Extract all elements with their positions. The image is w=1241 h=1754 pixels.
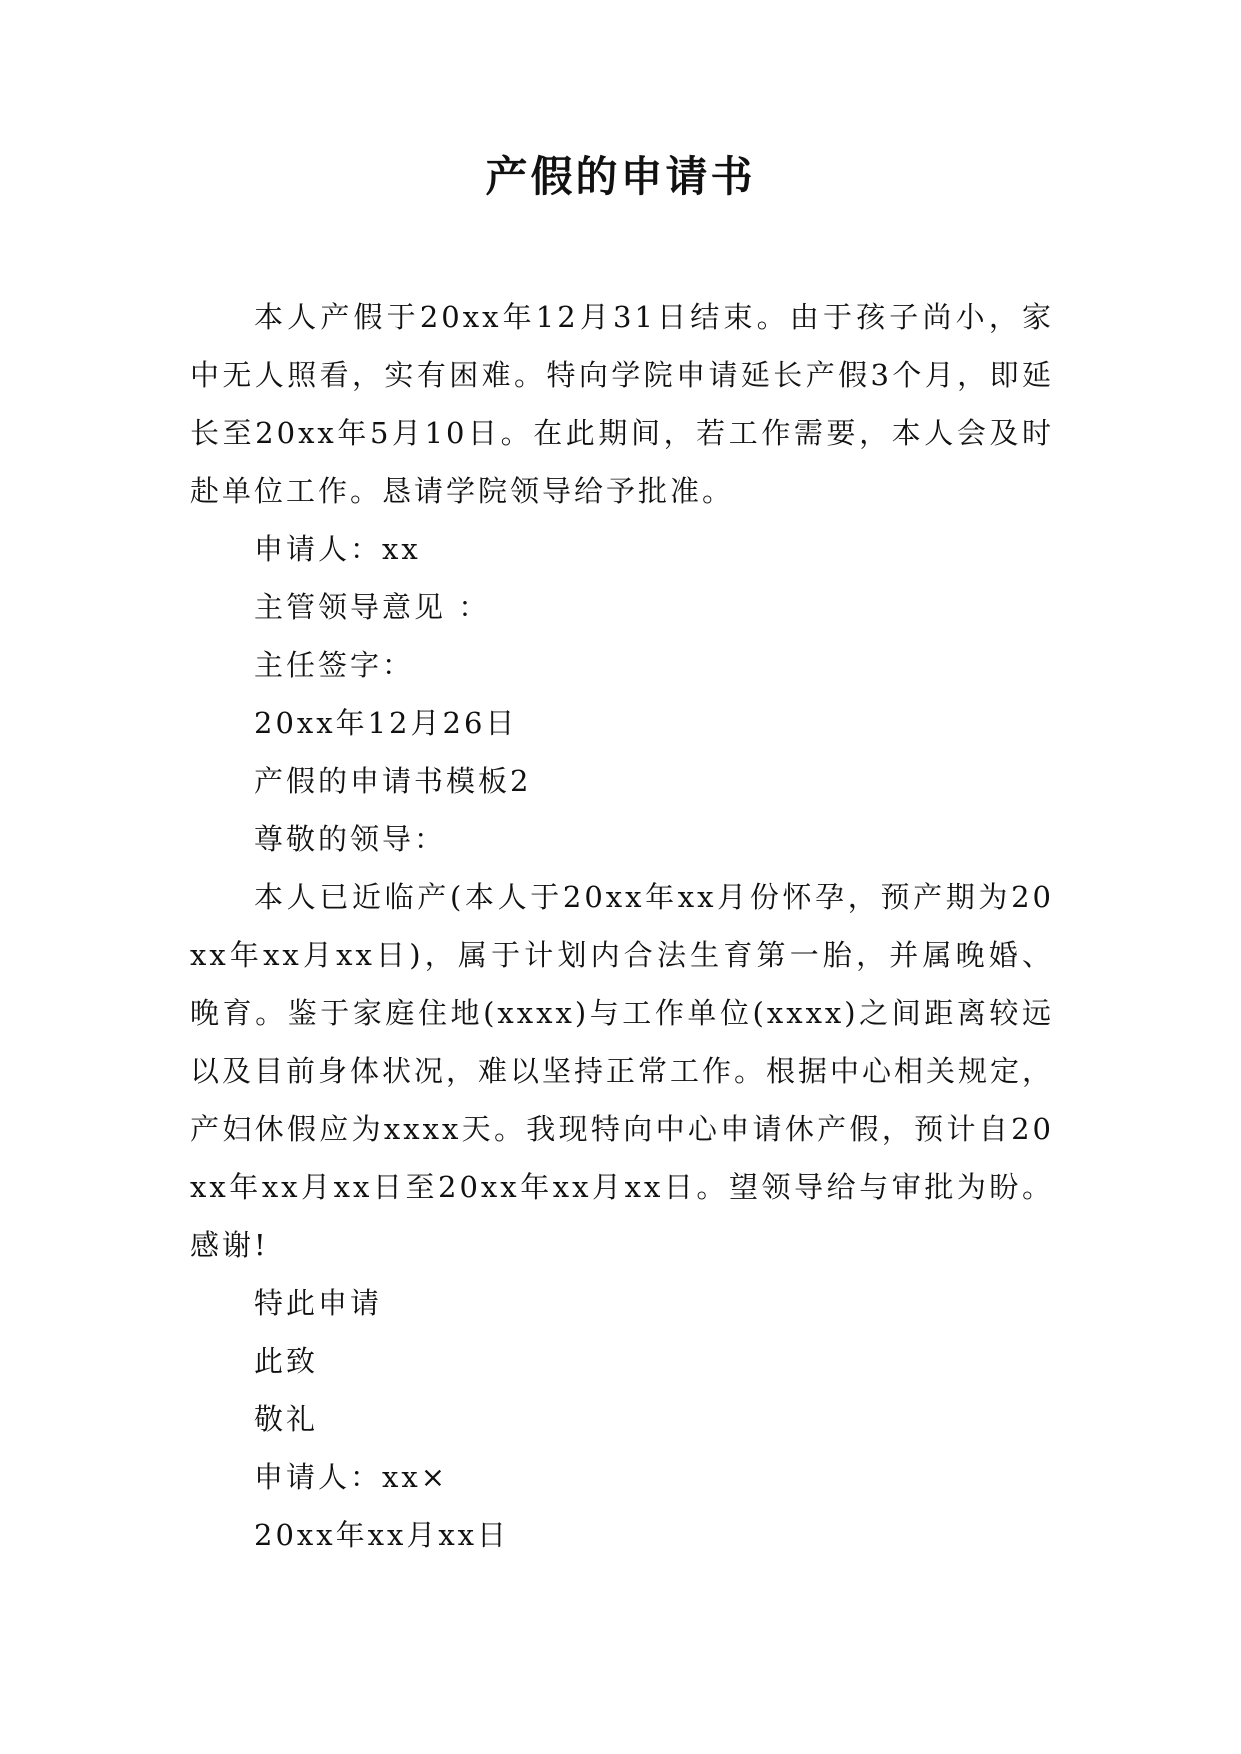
applicant-line-2: 申请人：xx× bbox=[254, 1460, 449, 1494]
date-line-2: 20xx年xx月xx日 bbox=[254, 1518, 510, 1552]
date-line: 20xx年12月26日 bbox=[254, 706, 518, 740]
template-2-heading: 产假的申请书模板2 bbox=[254, 764, 532, 798]
document-body bbox=[190, 288, 1054, 1564]
paragraph-extension-request: 本人产假于20xx年12月31日结束。由于孩子尚小，家中无人照看，实有困难。特向学院申请延长产假3个月，即延长至20xx年5月10日。在此期间，若工作需要，本人会及时赴单位工作。恳请学院领导给予批准。 bbox=[190, 300, 1054, 508]
director-signature-line: 主任签字： bbox=[254, 648, 415, 682]
paragraph-maternity-leave-request: 本人已近临产(本人于20xx年xx月份怀孕，预产期为20xx年xx月xx日)，属于计划内合法生育第一胎，并属晚婚、晚育。鉴于家庭住地(xxxx)与工作单位(xxxx)之间距离较远以及目前身体状况，难以坚持正常工作。根据中心相关规定，产妇休假应为xxxx天。我现特向中心申请休产假，预计自20xx年xx月xx日至20xx年xx月xx日。望领导给与审批为盼。感谢! bbox=[190, 880, 1055, 1262]
closing-request-line: 特此申请 bbox=[254, 1286, 383, 1320]
applicant-line: 申请人：xx bbox=[254, 532, 421, 566]
supervisor-opinion-line: 主管领导意见 ： bbox=[254, 590, 491, 624]
document-title: 产假的申请书 bbox=[485, 152, 756, 201]
closing-regards-line: 此致 bbox=[254, 1344, 319, 1378]
salutation-line: 尊敬的领导： bbox=[254, 822, 447, 856]
closing-salute-line: 敬礼 bbox=[254, 1402, 319, 1436]
